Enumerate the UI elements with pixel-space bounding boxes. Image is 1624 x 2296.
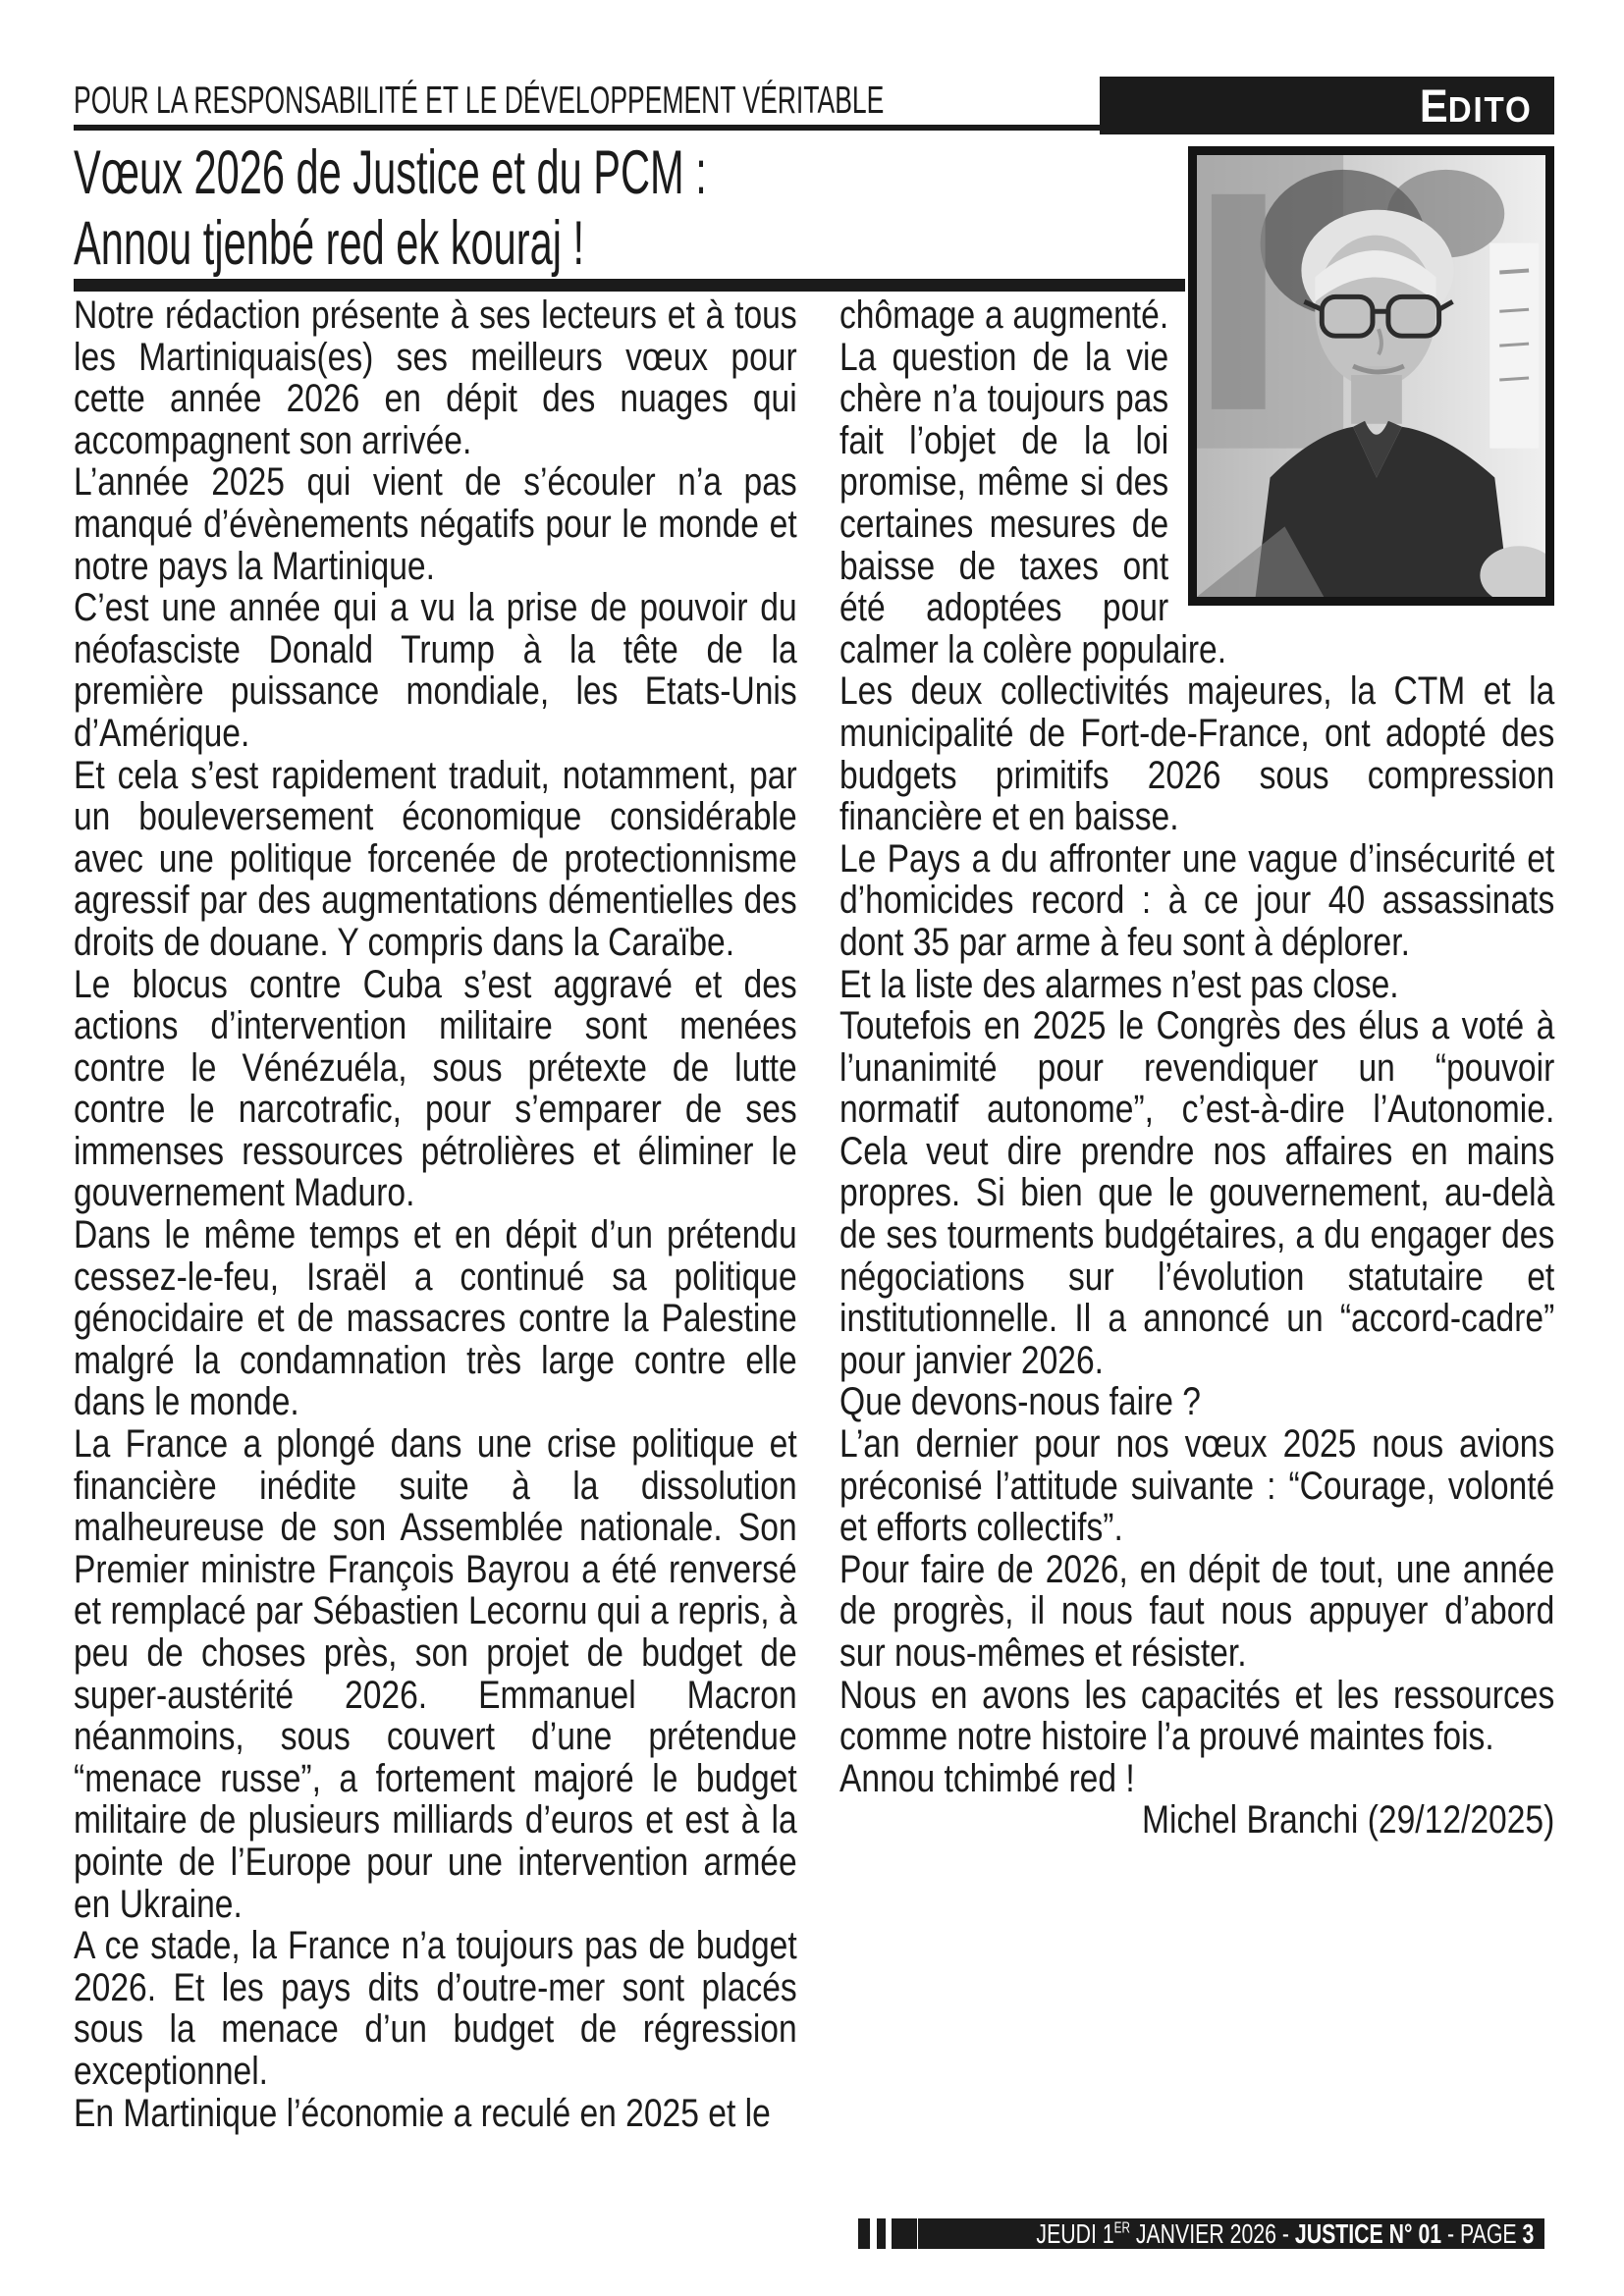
section-banner <box>1100 77 1554 134</box>
footer-date: JEUDI 1 <box>1036 2218 1114 2249</box>
paragraph: Que devons-nous faire ? <box>839 1380 1201 1424</box>
article-column-right <box>839 294 1554 1842</box>
paragraph: Et cela s’est rapidement traduit, notamment, par un bouleversement économique considérable avec une politique forcenée de protectionnisme agressif par des augmentations démentielles des droits de douane. Y compris dans la Caraïbe. <box>74 753 797 964</box>
footer-date-rest: JANVIER 2026 - <box>1129 2218 1295 2249</box>
masthead-slogan: POUR LA RESPONSABILITÉ ET LE DÉVELOPPEMENT VÉRITABLE <box>74 80 885 122</box>
paragraph: C’est une année qui a vu la prise de pouvoir du néofasciste Donald Trump à la tête de la première puissance mondiale, les Etats-Unis d’Amérique. <box>74 586 797 755</box>
header-rule <box>74 125 1100 131</box>
paragraph: L’an dernier pour nos vœux 2025 nous avions préconisé l’attitude suivante : “Courage, volonté et efforts collectifs”. <box>839 1422 1555 1550</box>
footer-bar <box>918 2218 1544 2249</box>
paragraph: A ce stade, la France n’a toujours pas de budget 2026. Et les pays dits d’outre-mer sont placés sous la menace d’un budget de régression exceptionnel. <box>74 1924 797 2093</box>
paragraph: La France a plongé dans une crise politique et financière inédite suite à la dissolution malheureuse de son Assemblée nationale. Son Premier ministre François Bayrou a été renversé et remplacé par Sébastien Lecornu qui a repris, à peu de choses près, son projet de budget de super-austérité 2026. Emmanuel Macron néanmoins, sous couvert d’une prétendue “menace russe”, a fortement majoré le budget militaire de plusieurs milliards d’euros et est à la pointe de l’Europe pour une intervention armée en Ukraine. <box>74 1422 797 1926</box>
paragraph: Pour faire de 2026, en dépit de tout, une année de progrès, il nous faut nous appuyer d’abord sur nous-mêmes et résister. <box>839 1547 1555 1675</box>
paragraph: Les deux collectivités majeures, la CTM et la municipalité de Fort-de-France, ont adopté des budgets primitifs 2026 sous compression financière et en baisse. <box>839 669 1555 839</box>
masthead-slogan-wrap <box>74 79 1095 128</box>
photo-text-wrap-spacer <box>1168 294 1554 614</box>
section-label <box>1420 77 1554 134</box>
paragraph: Notre rédaction présente à ses lecteurs et à tous les Martiniquais(es) ses meilleurs vœux pour cette année 2026 en dépit des nuages qui accompagnent son arrivée. <box>74 294 797 462</box>
article-column-left <box>74 294 797 2134</box>
footer-text <box>1036 2218 1544 2249</box>
paragraph: Annou tchimbé red ! <box>839 1756 1135 1800</box>
footer-page-number: 3 <box>1522 2218 1535 2249</box>
footer-block <box>877 2218 886 2249</box>
paragraph: L’année 2025 qui vient de s’écouler n’a pas manqué d’évènements négatifs pour le monde et notre pays la Martinique. <box>74 460 797 588</box>
footer-page-label: - PAGE <box>1441 2218 1523 2249</box>
footer-block <box>858 2218 870 2249</box>
article-title <box>74 137 1183 285</box>
article-signature: Michel Branchi (29/12/2025) <box>1142 1798 1555 1842</box>
article-title-line1: Vœux 2026 de Justice et du PCM : <box>74 138 707 207</box>
section-label-initial: E <box>1420 80 1449 132</box>
paragraph: En Martinique l’économie a reculé en 2025 et le <box>74 2091 771 2135</box>
footer-block <box>892 2218 917 2249</box>
section-label-rest: DITO <box>1448 89 1533 130</box>
paragraph: Dans le même temps et en dépit d’un prétendu cessez-le-feu, Israël a continué sa politique génocidaire et de massacres contre la Palestine malgré la condamnation très large contre elle dans le monde. <box>74 1213 797 1424</box>
paragraph: Nous en avons les capacités et les ressources comme notre histoire l’a prouvé maintes fois. <box>839 1673 1555 1759</box>
paragraph: Et la liste des alarmes n’est pas close. <box>839 962 1399 1006</box>
paragraph: Le Pays a du affronter une vague d’insécurité et d’homicides record : à ce jour 40 assassinats dont 35 par arme à feu sont à déplorer. <box>839 836 1555 964</box>
footer-decorative-blocks <box>858 2218 917 2249</box>
article-title-line2: Annou tjenbé red ek kouraj ! <box>74 209 585 278</box>
footer-date-ordinal: ER <box>1113 2219 1130 2237</box>
paragraph: Toutefois en 2025 le Congrès des élus a voté à l’unanimité pour revendiquer un “pouvoir normatif autonome”, c’est-à-dire l’Autonomie. Cela veut dire prendre nos affaires en mains propres. Si bien que le gouvernement, au-delà de ses tourments budgétaires, a du engager des négociations sur l’évolution statutaire et institutionnelle. Il a annoncé un “accord-cadre” pour janvier 2026. <box>839 1004 1555 1382</box>
title-rule <box>74 279 1185 292</box>
footer-issue: JUSTICE N° 01 <box>1294 2218 1442 2249</box>
paragraph: chômage a augmenté. La question de la vie chère n’a toujours pas fait l’objet de la loi promise, même si des certaines mesures de baisse de taxes ont été adoptées pour calmer la colère populaire. <box>839 294 1227 671</box>
paragraph: Le blocus contre Cuba s’est aggravé et des actions d’intervention militaire sont menées contre le Vénézuéla, sous prétexte de lutte contre le narcotrafic, pour s’emparer de ses immenses ressources pétrolières et éliminer le gouvernement Maduro. <box>74 962 797 1215</box>
